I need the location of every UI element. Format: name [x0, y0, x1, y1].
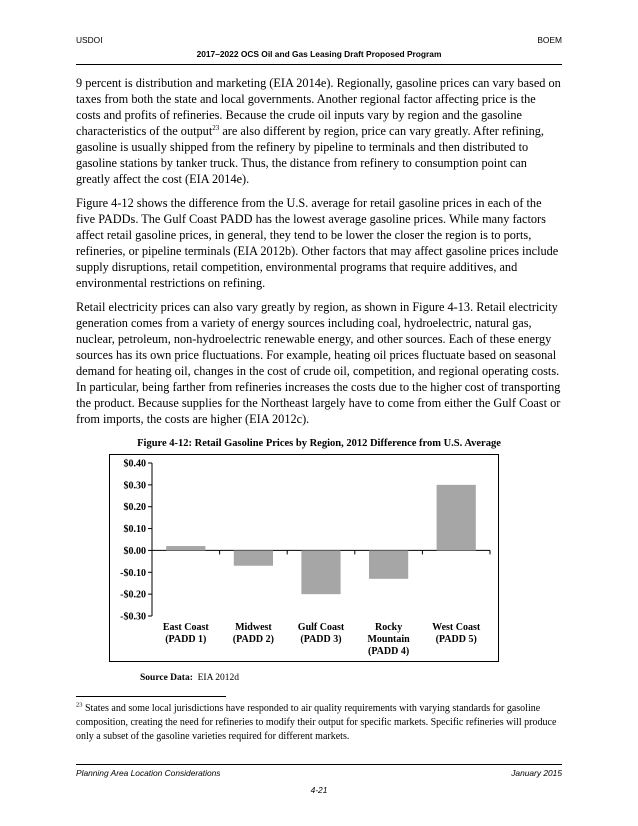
y-tick-label: -$0.20	[120, 589, 146, 601]
paragraph-2: Figure 4-12 shows the difference from the U.S. average for retail gasoline prices in each of the five PADDs. The Gulf Coast PADD has the lowest average gasoline prices. While many factors affect retail gasoline prices, in general, they tend to be lower the closer the region is to ports, refineries, or pipeline terminals (EIA 2012b). Other factors that may affect gasoline prices include supply disruptions, retail competition, environmental programs that require additives, and environmental restrictions on refining.	[76, 196, 559, 290]
header-agency-right: BOEM	[537, 35, 562, 45]
y-tick-label: -$0.30	[120, 611, 146, 623]
x-tick-label: (PADD 5)	[435, 634, 477, 645]
paragraph-1	[76, 75, 562, 187]
y-tick-label: $0.20	[123, 502, 146, 514]
y-tick-label: $0.00	[123, 545, 146, 557]
x-tick-label: West Coast	[432, 622, 481, 633]
footer-section: Planning Area Location Considerations	[76, 768, 221, 778]
header-agency-left: USDOI	[76, 35, 103, 45]
bar	[437, 485, 476, 551]
footnote-marker: 23	[76, 701, 83, 709]
bar	[234, 550, 273, 565]
x-tick-label: Midwest	[235, 622, 272, 633]
paragraph-3: Retail electricity prices can also vary greatly by region, as shown in Figure 4-13. Retail electricity generation comes from a variety of energy sources including coal, hydroelectric, natural gas, nuclear, petroleum, non-hydroelectric renewable energy, and other sources. Each of these energy sources has its own price fluctuations. For example, heating oil prices fluctuate based on seasonal demand for heating oil, changes in the cost of crude oil, competition, and regional operating costs. In particular, being farther from refineries increases the costs due to the higher cost of transporting the product. Because supplies for the Northeast largely have to come from either the Gulf Coast or from imports, the costs are higher (EIA 2012c).	[76, 300, 561, 426]
body-text	[76, 75, 562, 435]
x-tick-label: Rocky	[374, 622, 403, 633]
figure-source	[140, 673, 239, 683]
footnote-rule	[76, 696, 226, 697]
x-tick-label: (PADD 3)	[300, 634, 342, 645]
footer-date: January 2015	[511, 768, 562, 778]
y-tick-label: $0.40	[123, 458, 146, 470]
source-value: EIA 2012d	[197, 673, 240, 683]
footnote-ref[interactable]: 23	[212, 123, 220, 132]
bar	[301, 550, 340, 594]
footnote-text: States and some local jurisdictions have responded to air quality requirements with varying standards for gasoline composition, creating the need for refineries to modify their output for specific markets. Specific refineries will produce only a subset of the gasoline varieties required for different markets.	[76, 703, 557, 742]
x-tick-label: (PADD 4)	[367, 646, 410, 657]
bar	[369, 550, 408, 578]
y-tick-label: $0.10	[123, 524, 146, 536]
bar-chart	[110, 455, 498, 661]
header-title: 2017–2022 OCS Oil and Gas Leasing Draft Proposed Program	[196, 49, 442, 59]
x-tick-label: East Coast	[162, 622, 209, 633]
footnote	[76, 702, 562, 744]
paragraph-1-part-b: are also different by region, price can vary greatly. After refining, gasoline is usually shipped from the refinery by pipeline to terminals and then distributed to gasoline stations by tanker truck. Thus, the distance from refinery to consumption point can greatly affect the cost (EIA 2014e).	[76, 124, 544, 186]
y-tick-label: -$0.10	[120, 567, 146, 579]
chart-frame	[109, 454, 499, 662]
paragraph-1-part-a: 9 percent is distribution and marketing (EIA 2014e). Regionally, gasoline prices can vary based on taxes from both the state and local governments. Another regional factor affecting price is the costs and profits of refineries. Because the crude oil inputs vary by region and the gasoline characteristics of the output	[76, 76, 561, 138]
bar	[166, 546, 205, 550]
footer-rule	[76, 764, 562, 765]
x-tick-label: (PADD 1)	[165, 634, 207, 645]
page-number: 4-21	[310, 785, 328, 795]
header-rule	[76, 64, 562, 65]
y-tick-label: $0.30	[123, 480, 146, 492]
figure-title: Figure 4-12: Retail Gasoline Prices by Region, 2012 Difference from U.S. Average	[137, 438, 501, 449]
x-tick-label: Gulf Coast	[297, 622, 345, 633]
x-tick-label: Mountain	[367, 634, 410, 645]
x-tick-label: (PADD 2)	[232, 634, 275, 645]
source-label: Source Data:	[140, 673, 193, 683]
